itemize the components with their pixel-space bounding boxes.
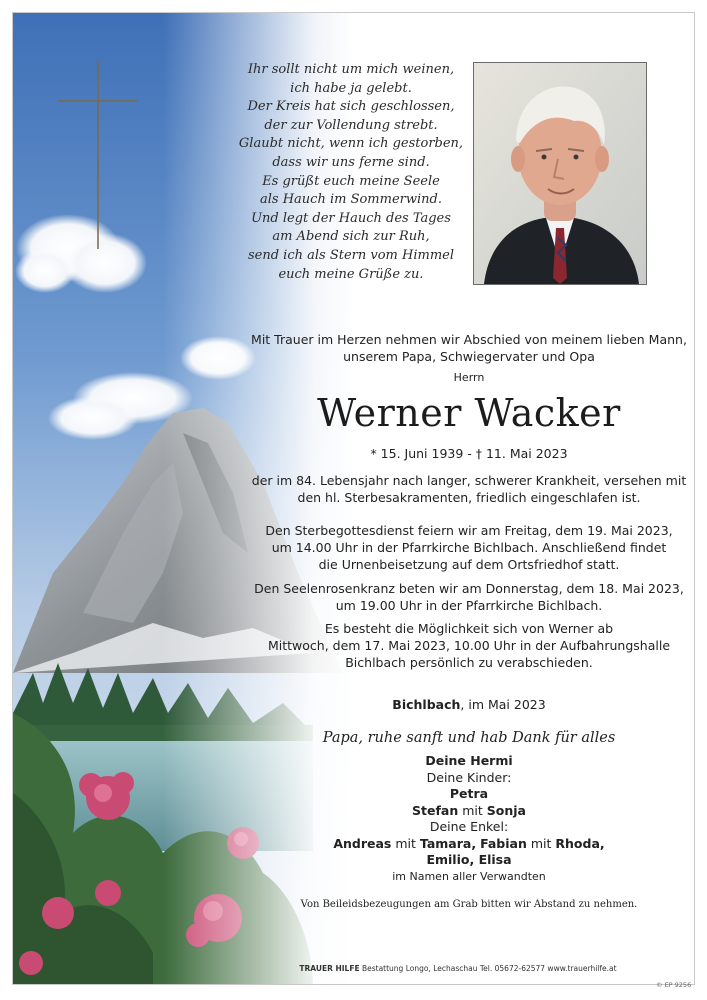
farewell-motto: Papa, ruhe sanft und hab Dank für alles <box>322 730 616 746</box>
children-label: Deine Kinder: <box>426 769 512 785</box>
with-word: mit <box>530 835 552 851</box>
child-name: Stefan <box>412 802 459 818</box>
footer-details: Bestattung Longo, Lechaschau Tel. 05672-62577 www.trauerhilfe.at <box>359 964 617 973</box>
death-paragraph: der im 84. Lebensjahr nach langer, schwerer Krankheit, versehen mit den hl. Sterbesakramenten, friedlich eingeschlafen ist. <box>251 473 687 505</box>
mourners-list <box>249 753 689 885</box>
place-date-text: , im Mai 2023 <box>460 697 546 712</box>
partner-name: Rhoda, <box>555 835 605 851</box>
intro-text: Mit Trauer im Herzen nehmen wir Abschied von meinem lieben Mann, unserem Papa, Schwiegervater und Opa <box>251 332 687 364</box>
grandchild-name: Fabian <box>480 835 527 851</box>
partner-name: Tamara, <box>419 835 477 851</box>
footer-undertaker <box>218 964 698 973</box>
life-dates: * 15. Juni 1939 - † 11. Mai 2023 <box>370 446 568 461</box>
child-pair <box>249 803 689 820</box>
salutation: Herrn <box>453 371 485 384</box>
relatives-note: im Namen aller Verwandten <box>392 869 546 883</box>
portrait-photo <box>473 62 647 285</box>
grandchild-name: Andreas <box>333 835 392 851</box>
wife-name: Deine Hermi <box>425 753 513 768</box>
deceased-name: Werner Wacker <box>317 391 621 435</box>
grandchildren-label: Deine Enkel: <box>429 819 509 834</box>
child-name: Petra <box>449 786 489 801</box>
grandchildren-row <box>249 836 689 853</box>
with-word: mit <box>462 802 483 818</box>
memorial-poem: Ihr sollt nicht um mich weinen, ich habe ja gelebt. Der Kreis hat sich geschlossen, der zur Vollendung strebt. Glaubt nicht, wenn ich gestorben, dass wir uns ferne sind. Es grüßt euch meine Seele als Hauch im Sommerwind. Und legt der Hauch des Tages am Abend sich zur Ruh, send ich als Stern vom Himmel euch meine Grüße zu. <box>238 62 464 282</box>
document-code: © EP 9256 <box>656 981 692 989</box>
rosary-paragraph: Den Seelenrosenkranz beten wir am Donnerstag, dem 18. Mai 2023, um 19.00 Uhr in der Pfarrkirche Bichlbach. <box>254 581 684 613</box>
grandchild-name: Emilio <box>426 852 470 867</box>
funeral-paragraph: Den Sterbegottesdienst feiern wir am Freitag, dem 19. Mai 2023, um 14.00 Uhr in der Pfarrkirche Bichlbach. Anschließend findet die Urnenbeisetzung auf dem Ortsfriedhof statt. <box>265 523 673 572</box>
grandchild-name: Elisa <box>478 852 512 867</box>
grandchildren-row: Emilio, Elisa <box>426 852 512 867</box>
place-date <box>249 696 689 713</box>
with-word: mit <box>395 835 416 851</box>
partner-name: Sonja <box>486 802 526 818</box>
viewing-paragraph: Es besteht die Möglichkeit sich von Werner ab Mittwoch, dem 17. Mai 2023, 10.00 Uhr in der Aufbahrungshalle Bichlbach persönlich zu verabschieden. <box>267 621 671 670</box>
footer-brand: TRAUER HILFE <box>299 964 360 973</box>
bereavement-note: Von Beileidsbezeugungen am Grab bitten wir Abstand zu nehmen. <box>300 899 638 910</box>
obituary-card <box>12 12 695 985</box>
place-town: Bichlbach <box>392 697 461 712</box>
